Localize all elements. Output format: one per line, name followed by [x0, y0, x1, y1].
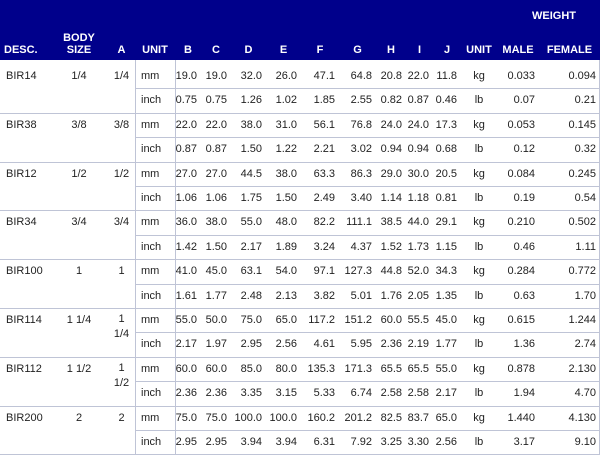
- weight-female-cell: 2.74: [574, 338, 596, 351]
- dim-g-cell: 5.01: [350, 289, 372, 302]
- dim-h-cell: 2.36: [380, 338, 402, 351]
- row-divider: [135, 284, 600, 285]
- dim-d-cell: 38.0: [240, 118, 262, 131]
- product-desc: BIR114: [6, 314, 42, 326]
- dim-e-cell: 2.13: [275, 289, 297, 302]
- dim-e-cell: 38.0: [275, 167, 297, 180]
- dim-g-cell: 127.3: [344, 265, 372, 278]
- dim-f-cell: 2.49: [313, 192, 335, 204]
- dim-b-cell: 0.87: [175, 143, 197, 156]
- column-header-h: H: [387, 44, 395, 56]
- unit-cell: mm: [141, 265, 160, 278]
- weight-female-cell: 0.094: [568, 70, 596, 82]
- unit-cell: mm: [141, 118, 160, 131]
- dim-d-cell: 1.26: [240, 94, 262, 107]
- dim-c-cell: 0.87: [205, 143, 227, 156]
- unit-cell: mm: [141, 362, 160, 375]
- dim-d-cell: 3.35: [240, 387, 262, 400]
- unit-cell: inch: [141, 240, 162, 253]
- weight-unit-cell: kg: [473, 167, 485, 180]
- dim-i-cell: 55.5: [407, 314, 429, 326]
- dim-e-cell: 1.89: [275, 240, 297, 253]
- dim-f-cell: 160.2: [307, 411, 335, 424]
- unit-cell: inch: [141, 387, 162, 400]
- dim-i-cell: 2.58: [407, 387, 429, 400]
- unit-cell: inch: [141, 192, 162, 204]
- dim-e-cell: 48.0: [275, 216, 297, 229]
- body-size: 1 1/4: [66, 314, 92, 326]
- dim-e-cell: 80.0: [275, 362, 297, 375]
- dim-f-cell: 47.1: [313, 70, 335, 82]
- column-header-body-size: BODY SIZE: [63, 32, 95, 56]
- column-header-e: E: [279, 44, 288, 56]
- dim-e-cell: 100.0: [269, 411, 297, 424]
- weight-unit-cell: lb: [474, 240, 484, 253]
- column-header-weight-unit: UNIT: [466, 44, 492, 56]
- dim-b-cell: 22.0: [175, 118, 197, 131]
- size-a: 3/4: [113, 216, 130, 229]
- group-divider: [0, 406, 600, 407]
- weight-male-cell: 0.284: [507, 265, 535, 278]
- dim-g-cell: 171.3: [344, 362, 372, 375]
- dim-f-cell: 5.33: [313, 387, 335, 400]
- row-divider: [135, 88, 600, 89]
- dim-b-cell: 2.95: [175, 436, 197, 448]
- dim-e-cell: 1.02: [275, 94, 297, 107]
- unit-cell: mm: [141, 314, 160, 326]
- dim-e-cell: 3.94: [275, 436, 297, 448]
- dim-d-cell: 2.48: [240, 289, 262, 302]
- dim-j-cell: 45.0: [435, 314, 457, 326]
- dim-g-cell: 76.8: [350, 118, 372, 131]
- dim-d-cell: 32.0: [240, 70, 262, 82]
- dim-g-cell: 4.37: [350, 240, 372, 253]
- dim-i-cell: 65.5: [407, 362, 429, 375]
- dim-d-cell: 55.0: [240, 216, 262, 229]
- weight-female-cell: 0.32: [574, 143, 596, 156]
- column-divider: [175, 60, 176, 454]
- dim-h-cell: 65.5: [380, 362, 402, 375]
- dim-g-cell: 64.8: [350, 70, 372, 82]
- product-desc: BIR12: [6, 167, 37, 180]
- size-a: 1 1/2: [113, 361, 130, 389]
- weight-unit-cell: lb: [474, 192, 484, 204]
- dim-j-cell: 65.0: [435, 411, 457, 424]
- dim-b-cell: 41.0: [175, 265, 197, 278]
- dim-f-cell: 6.31: [313, 436, 335, 448]
- weight-female-cell: 1.244: [568, 314, 596, 326]
- dim-h-cell: 82.5: [380, 411, 402, 424]
- dim-i-cell: 30.0: [407, 167, 429, 180]
- weight-male-cell: 0.053: [507, 118, 535, 131]
- dim-b-cell: 60.0: [175, 362, 197, 375]
- dim-i-cell: 0.94: [407, 143, 429, 156]
- dim-c-cell: 1.06: [205, 192, 227, 204]
- size-a: 1/4: [113, 70, 130, 82]
- weight-male-cell: 0.46: [513, 240, 535, 253]
- dim-c-cell: 2.95: [205, 436, 227, 448]
- dim-g-cell: 86.3: [350, 167, 372, 180]
- dim-i-cell: 2.19: [407, 338, 429, 351]
- weight-female-cell: 0.772: [568, 265, 596, 278]
- weight-male-cell: 0.033: [507, 70, 535, 82]
- dim-c-cell: 45.0: [205, 265, 227, 278]
- body-size: 1 1/2: [66, 362, 92, 375]
- weight-female-cell: 2.130: [568, 362, 596, 375]
- dim-i-cell: 0.87: [407, 94, 429, 107]
- dim-b-cell: 1.06: [175, 192, 197, 204]
- column-header-f: F: [316, 44, 324, 56]
- weight-unit-cell: lb: [474, 338, 484, 351]
- dim-j-cell: 2.56: [435, 436, 457, 448]
- dim-b-cell: 1.61: [175, 289, 197, 302]
- weight-unit-cell: kg: [473, 216, 485, 229]
- dim-g-cell: 201.2: [344, 411, 372, 424]
- weight-male-cell: 0.12: [513, 143, 535, 156]
- size-a: 1: [118, 265, 125, 278]
- group-divider: [0, 454, 600, 455]
- unit-cell: mm: [141, 216, 160, 229]
- dim-e-cell: 31.0: [275, 118, 297, 131]
- column-header-unit: UNIT: [142, 44, 168, 56]
- weight-unit-cell: lb: [474, 289, 484, 302]
- dim-h-cell: 0.94: [380, 143, 402, 156]
- dim-f-cell: 1.85: [313, 94, 335, 107]
- weight-male-cell: 0.19: [513, 192, 535, 204]
- product-desc: BIR38: [6, 118, 37, 131]
- dim-h-cell: 60.0: [380, 314, 402, 326]
- dim-b-cell: 2.17: [175, 338, 197, 351]
- column-header-female: FEMALE: [546, 44, 593, 56]
- dim-h-cell: 44.8: [380, 265, 402, 278]
- weight-unit-cell: kg: [473, 411, 485, 424]
- dim-g-cell: 3.02: [350, 143, 372, 156]
- weight-male-cell: 1.94: [513, 387, 535, 400]
- dim-d-cell: 1.75: [240, 192, 262, 204]
- dim-d-cell: 63.1: [240, 265, 262, 278]
- dim-e-cell: 65.0: [275, 314, 297, 326]
- column-header-j: J: [443, 44, 451, 56]
- dim-j-cell: 2.17: [435, 387, 457, 400]
- dim-b-cell: 75.0: [175, 411, 197, 424]
- dim-d-cell: 2.95: [240, 338, 262, 351]
- weight-female-cell: 9.10: [574, 436, 596, 448]
- weight-female-cell: 4.130: [568, 411, 596, 424]
- dim-i-cell: 44.0: [407, 216, 429, 229]
- dim-d-cell: 100.0: [234, 411, 262, 424]
- dim-e-cell: 54.0: [275, 265, 297, 278]
- body-size: 1/2: [71, 167, 87, 180]
- group-divider: [0, 259, 600, 260]
- dim-e-cell: 1.22: [275, 143, 297, 156]
- dim-f-cell: 4.61: [313, 338, 335, 351]
- dim-j-cell: 1.77: [435, 338, 457, 351]
- column-header-c: C: [212, 44, 220, 56]
- weight-unit-cell: lb: [474, 94, 484, 107]
- dim-f-cell: 3.82: [313, 289, 335, 302]
- body-size: 2: [75, 411, 83, 424]
- row-divider: [135, 332, 600, 333]
- group-divider: [0, 210, 600, 211]
- unit-cell: inch: [141, 94, 162, 107]
- dim-d-cell: 3.94: [240, 436, 262, 448]
- dim-e-cell: 1.50: [275, 192, 297, 204]
- size-a: 2: [118, 411, 125, 424]
- dim-j-cell: 29.1: [435, 216, 457, 229]
- unit-cell: inch: [141, 436, 162, 448]
- weight-male-cell: 0.210: [507, 216, 535, 229]
- dim-j-cell: 0.68: [435, 143, 457, 156]
- dim-g-cell: 111.1: [346, 216, 372, 229]
- dim-d-cell: 44.5: [240, 167, 262, 180]
- dim-j-cell: 0.81: [435, 192, 457, 204]
- row-divider: [135, 430, 600, 431]
- dim-g-cell: 6.74: [350, 387, 372, 400]
- weight-unit-cell: kg: [473, 265, 485, 278]
- dim-j-cell: 17.3: [435, 118, 457, 131]
- weight-male-cell: 0.878: [507, 362, 535, 375]
- weight-female-cell: 4.70: [574, 387, 596, 400]
- product-desc: BIR112: [6, 362, 42, 375]
- dim-i-cell: 22.0: [407, 70, 429, 82]
- weight-unit-cell: kg: [473, 314, 485, 326]
- column-header-i: I: [417, 44, 422, 56]
- dim-f-cell: 63.3: [313, 167, 335, 180]
- dim-h-cell: 20.8: [380, 70, 402, 82]
- weight-male-cell: 0.084: [507, 167, 535, 180]
- weight-unit-cell: lb: [474, 436, 484, 448]
- weight-male-cell: 1.36: [513, 338, 535, 351]
- dim-g-cell: 151.2: [344, 314, 372, 326]
- dim-d-cell: 85.0: [240, 362, 262, 375]
- table-header: [0, 0, 600, 60]
- dim-b-cell: 2.36: [175, 387, 197, 400]
- column-header-a: A: [117, 44, 126, 56]
- body-size: 3/4: [71, 216, 87, 229]
- weight-male-cell: 0.63: [513, 289, 535, 302]
- dim-f-cell: 117.2: [308, 314, 335, 326]
- dim-g-cell: 3.40: [350, 192, 372, 204]
- size-a: 3/8: [113, 118, 130, 131]
- dim-f-cell: 135.3: [307, 362, 335, 375]
- unit-cell: inch: [141, 143, 162, 156]
- dim-b-cell: 55.0: [175, 314, 197, 326]
- dim-c-cell: 2.36: [205, 387, 227, 400]
- unit-cell: inch: [141, 289, 162, 302]
- dim-c-cell: 50.0: [205, 314, 227, 326]
- dim-e-cell: 3.15: [275, 387, 297, 400]
- column-divider: [135, 60, 136, 454]
- column-header-b: B: [184, 44, 192, 56]
- dim-j-cell: 0.46: [435, 94, 457, 107]
- group-divider: [0, 162, 600, 163]
- dim-f-cell: 82.2: [313, 216, 335, 229]
- dim-i-cell: 24.0: [407, 118, 429, 131]
- dim-e-cell: 2.56: [275, 338, 297, 351]
- weight-unit-cell: kg: [473, 362, 485, 375]
- row-divider: [135, 186, 600, 187]
- unit-cell: mm: [141, 411, 160, 424]
- dim-j-cell: 1.35: [435, 289, 457, 302]
- dim-c-cell: 0.75: [205, 94, 227, 107]
- weight-unit-cell: lb: [474, 387, 484, 400]
- dim-c-cell: 60.0: [205, 362, 227, 375]
- dim-f-cell: 56.1: [313, 118, 335, 131]
- weight-header: WEIGHT: [532, 10, 576, 22]
- dim-h-cell: 3.25: [380, 436, 402, 448]
- dim-j-cell: 11.8: [436, 70, 457, 82]
- weight-unit-cell: lb: [474, 143, 484, 156]
- dim-d-cell: 1.50: [240, 143, 262, 156]
- weight-male-cell: 1.440: [507, 411, 535, 424]
- dim-i-cell: 52.0: [407, 265, 429, 278]
- dim-h-cell: 1.14: [380, 192, 402, 204]
- dim-j-cell: 55.0: [435, 362, 457, 375]
- body-size: 1: [75, 265, 83, 278]
- dim-g-cell: 2.55: [350, 94, 372, 107]
- dim-c-cell: 38.0: [205, 216, 227, 229]
- column-header-desc: DESC.: [4, 44, 38, 56]
- weight-unit-cell: kg: [473, 118, 485, 131]
- dim-c-cell: 22.0: [205, 118, 227, 131]
- weight-female-cell: 0.502: [568, 216, 596, 229]
- dim-f-cell: 2.21: [313, 143, 335, 156]
- dim-b-cell: 1.42: [175, 240, 197, 253]
- dim-h-cell: 1.52: [380, 240, 402, 253]
- group-divider: [0, 113, 600, 114]
- dim-i-cell: 1.18: [407, 192, 429, 204]
- dim-h-cell: 24.0: [380, 118, 402, 131]
- dim-j-cell: 20.5: [435, 167, 457, 180]
- product-desc: BIR34: [6, 216, 37, 229]
- row-divider: [135, 235, 600, 236]
- size-a: 1/2: [113, 167, 130, 180]
- dim-h-cell: 38.5: [380, 216, 402, 229]
- dim-b-cell: 36.0: [175, 216, 197, 229]
- dim-h-cell: 29.0: [380, 167, 402, 180]
- dim-h-cell: 2.58: [380, 387, 402, 400]
- dim-i-cell: 3.30: [407, 436, 429, 448]
- dim-h-cell: 0.82: [380, 94, 402, 107]
- dim-c-cell: 1.50: [205, 240, 227, 253]
- weight-male-cell: 3.17: [513, 436, 535, 448]
- dim-c-cell: 75.0: [205, 411, 227, 424]
- unit-cell: inch: [141, 338, 162, 351]
- column-header-g: G: [353, 44, 362, 56]
- row-divider: [135, 381, 600, 382]
- dim-c-cell: 19.0: [205, 70, 227, 82]
- weight-female-cell: 0.145: [568, 118, 596, 131]
- dim-g-cell: 7.92: [350, 436, 372, 448]
- dim-c-cell: 1.97: [205, 338, 227, 351]
- dim-i-cell: 2.05: [407, 289, 429, 302]
- product-desc: BIR100: [6, 265, 43, 278]
- dim-g-cell: 5.95: [350, 338, 372, 351]
- dim-b-cell: 27.0: [175, 167, 197, 180]
- row-divider: [135, 137, 600, 138]
- dim-j-cell: 34.3: [435, 265, 457, 278]
- dim-f-cell: 97.1: [313, 265, 335, 278]
- weight-female-cell: 0.245: [568, 167, 596, 180]
- unit-cell: mm: [141, 167, 160, 180]
- weight-female-cell: 0.21: [574, 94, 596, 107]
- product-desc: BIR14: [6, 70, 37, 82]
- body-size: 3/8: [71, 118, 87, 131]
- weight-female-cell: 1.11: [575, 240, 596, 253]
- size-a: 1 1/4: [113, 313, 130, 340]
- column-header-d: D: [244, 44, 253, 56]
- body-size: 1/4: [71, 70, 87, 82]
- dim-c-cell: 27.0: [205, 167, 227, 180]
- dim-i-cell: 1.73: [407, 240, 429, 253]
- dim-b-cell: 19.0: [175, 70, 197, 82]
- dim-b-cell: 0.75: [175, 94, 197, 107]
- dim-h-cell: 1.76: [380, 289, 402, 302]
- group-divider: [0, 308, 600, 309]
- product-desc: BIR200: [6, 411, 43, 424]
- weight-male-cell: 0.07: [513, 94, 535, 107]
- weight-male-cell: 0.615: [507, 314, 535, 326]
- weight-female-cell: 1.70: [574, 289, 596, 302]
- dim-d-cell: 2.17: [240, 240, 262, 253]
- unit-cell: mm: [141, 70, 160, 82]
- column-header-male: MALE: [502, 44, 534, 56]
- dim-j-cell: 1.15: [435, 240, 457, 253]
- dim-f-cell: 3.24: [313, 240, 335, 253]
- dim-i-cell: 83.7: [407, 411, 429, 424]
- weight-female-cell: 0.54: [574, 192, 596, 204]
- dim-d-cell: 75.0: [240, 314, 262, 326]
- dim-e-cell: 26.0: [275, 70, 297, 82]
- group-divider: [0, 357, 600, 358]
- dim-c-cell: 1.77: [205, 289, 227, 302]
- weight-unit-cell: kg: [473, 70, 485, 82]
